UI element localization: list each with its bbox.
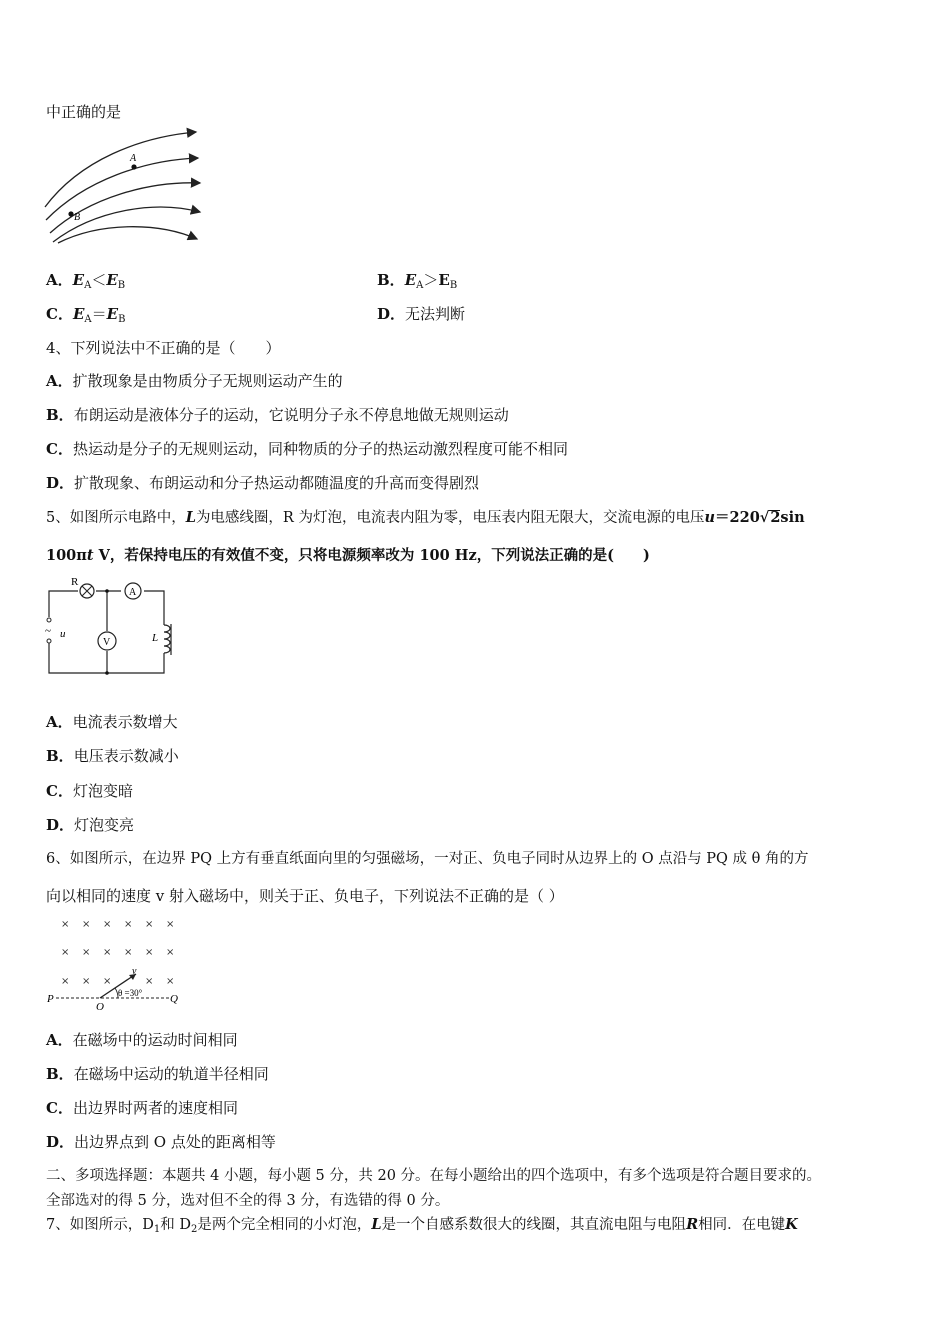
q4-option-c[interactable]: C．热运动是分子的无规则运动，同种物质的分子的热运动激烈程度可能不相同	[46, 440, 568, 458]
svg-text:v: v	[132, 966, 137, 977]
svg-text:×: ×	[82, 919, 91, 930]
lamp-r	[80, 584, 94, 598]
svg-text:θ =30°: θ =30°	[118, 988, 143, 998]
source-terminal-bottom	[47, 639, 51, 643]
q5-stem-line-1: 5、如图所示电路中，L为电感线圈，R 为灯泡，电流表内阻为零，电压表内阻无限大，交流电源的电压u＝220√2sin	[46, 509, 805, 526]
q6-stem-line-2: 向以相同的速度 v 射入磁场中，则关于正、负电子，下列说法不正确的是（ ）	[46, 887, 564, 905]
q6-option-d[interactable]: D．出边界点到 O 点处的距离相等	[46, 1133, 276, 1151]
point-b	[68, 211, 73, 216]
q5-option-a[interactable]: A．电流表示数增大	[46, 713, 178, 731]
svg-text:×: ×	[61, 976, 70, 987]
svg-text:×: ×	[124, 947, 133, 958]
source-terminal-top	[47, 618, 51, 622]
q6-stem-line-1: 6、如图所示，在边界 PQ 上方有垂直纸面向里的匀强磁场，一对正、负电子同时从边界上的 O 点沿与 PQ 成 θ 角的方	[46, 851, 809, 867]
inductor-coil	[164, 625, 170, 653]
q3-option-d[interactable]: D．无法判断	[377, 305, 466, 323]
svg-text:×: ×	[61, 919, 70, 930]
svg-text:u: u	[60, 628, 66, 640]
svg-text:×: ×	[124, 919, 133, 930]
svg-text:~: ~	[45, 625, 51, 637]
point-a	[131, 164, 136, 169]
q6-option-b[interactable]: B．在磁场中运动的轨道半径相同	[46, 1065, 269, 1083]
label-a: A	[130, 153, 137, 164]
svg-text:×: ×	[166, 947, 175, 958]
section2-instructions-2: 全部选对的得 5 分，选对但不全的得 3 分，有选错的得 0 分。	[46, 1193, 450, 1209]
svg-text:×: ×	[103, 947, 112, 958]
label-b: B	[74, 212, 81, 223]
svg-text:×: ×	[145, 919, 154, 930]
q3-field-lines-figure	[40, 125, 210, 250]
svg-text:×: ×	[166, 919, 175, 930]
q4-stem: 4、下列说法中不正确的是（ ）	[46, 339, 281, 357]
q4-option-a[interactable]: A．扩散现象是由物质分子无规则运动产生的	[46, 372, 343, 390]
field-line-5	[58, 227, 197, 243]
q3-option-b[interactable]: B．$E_A>E_B$	[377, 271, 458, 291]
q5-option-d[interactable]: D．灯泡变亮	[46, 816, 135, 834]
svg-text:Q: Q	[170, 993, 178, 1005]
svg-text:O: O	[96, 1001, 104, 1012]
svg-text:×: ×	[145, 976, 154, 987]
svg-text:×: ×	[145, 947, 154, 958]
q4-option-d[interactable]: D．扩散现象、布朗运动和分子热运动都随温度的升高而变得剧烈	[46, 474, 480, 492]
svg-text:P: P	[47, 993, 54, 1005]
svg-text:×: ×	[166, 976, 175, 987]
q3-option-a[interactable]: A．$E_A<E_B$	[46, 271, 126, 291]
svg-text:×: ×	[61, 947, 70, 958]
svg-text:A: A	[129, 587, 137, 598]
cross-marks	[61, 919, 174, 987]
q4-option-b[interactable]: B．布朗运动是液体分子的运动，它说明分子永不停息地做无规则运动	[46, 406, 509, 424]
svg-text:×: ×	[82, 976, 91, 987]
svg-text:×: ×	[103, 919, 112, 930]
q3-option-c[interactable]: C．$E_A=E_B$	[46, 305, 126, 325]
svg-text:R: R	[71, 576, 79, 588]
q5-option-c[interactable]: C．灯泡变暗	[46, 782, 133, 800]
svg-text:×: ×	[103, 976, 112, 987]
field-line-1	[45, 132, 196, 207]
svg-text:×: ×	[82, 947, 91, 958]
section2-instructions-1: 二、多项选择题：本题共 4 小题，每小题 5 分，共 20 分。在每小题给出的四个选项中，有多个选项是符合题目要求的。	[46, 1168, 822, 1184]
svg-text:V: V	[103, 637, 111, 648]
q5-option-b[interactable]: B．电压表示数减小	[46, 747, 179, 765]
q3-stem-tail: 中正确的是	[46, 103, 122, 121]
q5-circuit-figure	[40, 575, 185, 680]
q6-option-c[interactable]: C．出边界时两者的速度相同	[46, 1099, 238, 1117]
svg-text:L: L	[152, 632, 159, 644]
q6-field-figure	[40, 912, 190, 1012]
q6-option-a[interactable]: A．在磁场中的运动时间相同	[46, 1031, 238, 1049]
q7-stem: 7、如图所示，$D_1$和 $D_2$是两个完全相同的小灯泡，L是一个自感系数很大的线圈，其直流电阻与电阻R相同．在电键K	[46, 1216, 798, 1235]
wire-top-right	[144, 591, 164, 625]
wire-left	[49, 591, 78, 617]
q5-stem-line-2: 100πt V，若保持电压的有效值不变，只将电源频率改为 100 Hz，下列说法正确的是( )	[46, 547, 650, 564]
